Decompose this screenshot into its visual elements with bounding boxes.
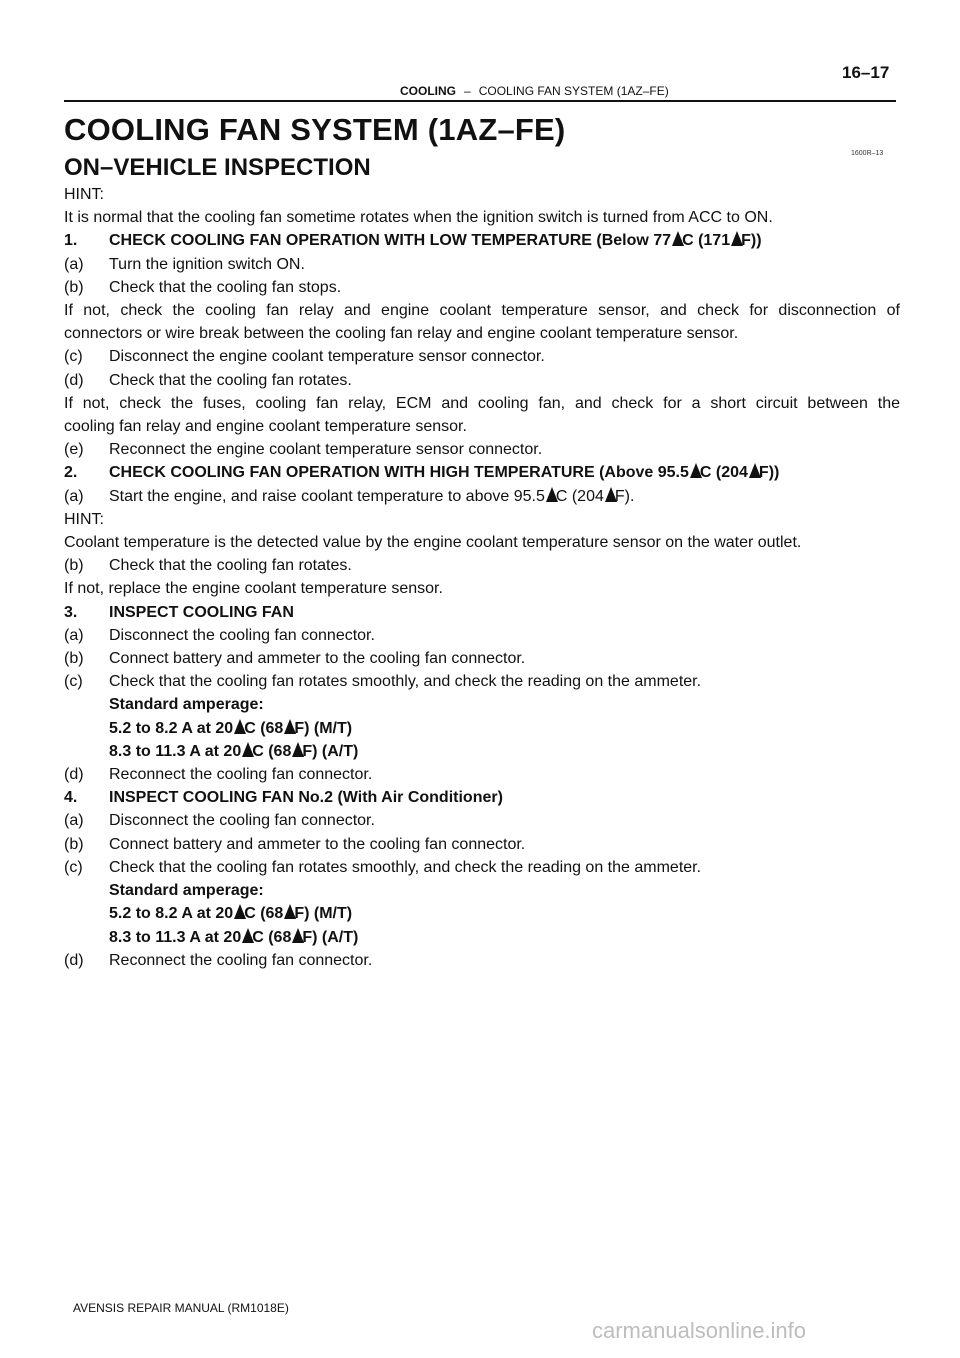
substep bbox=[64, 554, 900, 577]
page-title: COOLING FAN SYSTEM (1AZ–FE) bbox=[64, 112, 566, 147]
substep-label: (b) bbox=[64, 278, 84, 296]
substep-label: (d) bbox=[64, 371, 84, 389]
step-number: 2. bbox=[64, 464, 78, 482]
page-number: 16–17 bbox=[842, 63, 890, 82]
substep-text: Disconnect the engine coolant temperature sensor connector. bbox=[109, 348, 545, 366]
substep-text: Reconnect the engine coolant temperature sensor connector. bbox=[109, 441, 543, 459]
step-1-heading bbox=[64, 229, 900, 252]
substep bbox=[64, 624, 900, 647]
spec-value bbox=[64, 740, 900, 763]
substep bbox=[64, 833, 900, 856]
substep-label: (c) bbox=[64, 348, 83, 366]
substep-label: (a) bbox=[64, 487, 84, 505]
header-rule bbox=[64, 100, 896, 102]
spec-text: F) (M/T) bbox=[294, 905, 353, 923]
substep-label: (d) bbox=[64, 951, 84, 969]
instruction-text: If not, check the cooling fan relay and engine coolant temperature sensor, and check for disconnection of bbox=[64, 302, 900, 320]
step-3-heading bbox=[64, 601, 900, 624]
spec-text: 5.2 to 8.2 A at 20 bbox=[109, 905, 234, 923]
substep-label: (d) bbox=[64, 766, 84, 784]
page-footer: AVENSIS REPAIR MANUAL (RM1018E) bbox=[73, 1301, 289, 1315]
step-text: F)) bbox=[741, 232, 762, 250]
spec-label: Standard amperage: bbox=[109, 882, 264, 900]
substep-label: (c) bbox=[64, 673, 83, 691]
instruction-text: cooling fan relay and engine coolant temperature sensor. bbox=[64, 418, 467, 436]
step-number: 3. bbox=[64, 603, 78, 621]
step-text: CHECK COOLING FAN OPERATION WITH HIGH TEMPERATURE (Above 95.5 bbox=[109, 464, 689, 482]
substep-text: Connect battery and ammeter to the cooling fan connector. bbox=[109, 835, 526, 853]
substep-label: (a) bbox=[64, 255, 84, 273]
substep bbox=[64, 276, 900, 299]
substep-text: Disconnect the cooling fan connector. bbox=[109, 812, 375, 830]
substep-text: Connect battery and ammeter to the cooling fan connector. bbox=[109, 650, 526, 668]
substep-text: Check that the cooling fan rotates smoothly, and check the reading on the ammeter. bbox=[109, 858, 702, 876]
spec-value bbox=[64, 902, 900, 925]
step-4-heading bbox=[64, 786, 900, 809]
hint-text: It is normal that the cooling fan sometime rotates when the ignition switch is turned from ACC to ON. bbox=[64, 209, 773, 227]
instruction-text: connectors or wire break between the cooling fan relay and engine coolant temperature sensor. bbox=[64, 325, 739, 343]
spec-text: C (68 bbox=[252, 742, 292, 760]
spec-text: F) (M/T) bbox=[294, 719, 353, 737]
substep-label: (b) bbox=[64, 557, 84, 575]
step-text: C (171 bbox=[682, 232, 731, 250]
substep bbox=[64, 345, 900, 368]
spec-text: F) (A/T) bbox=[302, 742, 359, 760]
substep-label: (c) bbox=[64, 858, 83, 876]
substep-text: Disconnect the cooling fan connector. bbox=[109, 626, 375, 644]
substep-label: (b) bbox=[64, 835, 84, 853]
substep-text: Turn the ignition switch ON. bbox=[109, 255, 305, 273]
running-header bbox=[400, 84, 669, 98]
document-code: 1600R–13 bbox=[851, 150, 884, 157]
substep-text: Check that the cooling fan stops. bbox=[109, 278, 342, 296]
step-number: 4. bbox=[64, 789, 78, 807]
header-subsection: COOLING FAN SYSTEM (1AZ–FE) bbox=[478, 84, 669, 98]
substep bbox=[64, 438, 900, 461]
substep bbox=[64, 856, 900, 879]
instruction-text: If not, replace the engine coolant temperature sensor. bbox=[64, 580, 443, 598]
substep-label: (a) bbox=[64, 626, 84, 644]
substep-text: Reconnect the cooling fan connector. bbox=[109, 951, 373, 969]
substep-label: (a) bbox=[64, 812, 84, 830]
header-section: COOLING bbox=[400, 84, 456, 98]
substep-label: (e) bbox=[64, 441, 84, 459]
spec-text: F) (A/T) bbox=[302, 928, 359, 946]
substep bbox=[64, 369, 900, 392]
substep bbox=[64, 763, 900, 786]
substep bbox=[64, 809, 900, 832]
substep-text: Start the engine, and raise coolant temperature to above 95.5 bbox=[109, 487, 545, 505]
substep bbox=[64, 485, 900, 508]
spec-text: C (68 bbox=[252, 928, 292, 946]
substep-text: Check that the cooling fan rotates smoothly, and check the reading on the ammeter. bbox=[109, 673, 702, 691]
step-text: C (204 bbox=[699, 464, 748, 482]
substep-text: F). bbox=[614, 487, 635, 505]
substep-text: Check that the cooling fan rotates. bbox=[109, 371, 352, 389]
hint-label: HINT: bbox=[64, 510, 104, 528]
spec-label: Standard amperage: bbox=[109, 696, 264, 714]
step-2-heading bbox=[64, 461, 900, 484]
section-heading: ON–VEHICLE INSPECTION bbox=[64, 154, 371, 181]
spec-text: 8.3 to 11.3 A at 20 bbox=[109, 742, 242, 760]
step-text: CHECK COOLING FAN OPERATION WITH LOW TEMPERATURE (Below 77 bbox=[109, 232, 672, 250]
hint-label: HINT: bbox=[64, 186, 104, 203]
spec-text: C (68 bbox=[244, 905, 284, 923]
substep bbox=[64, 670, 900, 693]
substep-text: C (204 bbox=[555, 487, 604, 505]
substep bbox=[64, 949, 900, 972]
spec-text: 8.3 to 11.3 A at 20 bbox=[109, 928, 242, 946]
substep bbox=[64, 647, 900, 670]
instruction-text: If not, check the fuses, cooling fan relay, ECM and cooling fan, and check for a short circuit between the bbox=[64, 394, 900, 412]
step-text: F)) bbox=[758, 464, 780, 482]
spec-value bbox=[64, 717, 900, 740]
hint-text: Coolant temperature is the detected value by the engine coolant temperature sensor on the water outlet. bbox=[64, 534, 802, 552]
substep bbox=[64, 253, 900, 276]
spec-text: 5.2 to 8.2 A at 20 bbox=[109, 719, 234, 737]
substep-text: Reconnect the cooling fan connector. bbox=[109, 766, 373, 784]
substep-text: Check that the cooling fan rotates. bbox=[109, 557, 352, 575]
spec-text: C (68 bbox=[244, 719, 284, 737]
step-text: INSPECT COOLING FAN No.2 (With Air Conditioner) bbox=[109, 789, 503, 807]
substep-label: (b) bbox=[64, 650, 84, 668]
step-number: 1. bbox=[64, 232, 78, 250]
watermark: carmanualsonline.info bbox=[592, 1318, 807, 1343]
step-text: INSPECT COOLING FAN bbox=[109, 603, 294, 621]
procedure-body bbox=[64, 183, 900, 972]
spec-value bbox=[64, 926, 900, 949]
header-separator: – bbox=[464, 84, 471, 98]
